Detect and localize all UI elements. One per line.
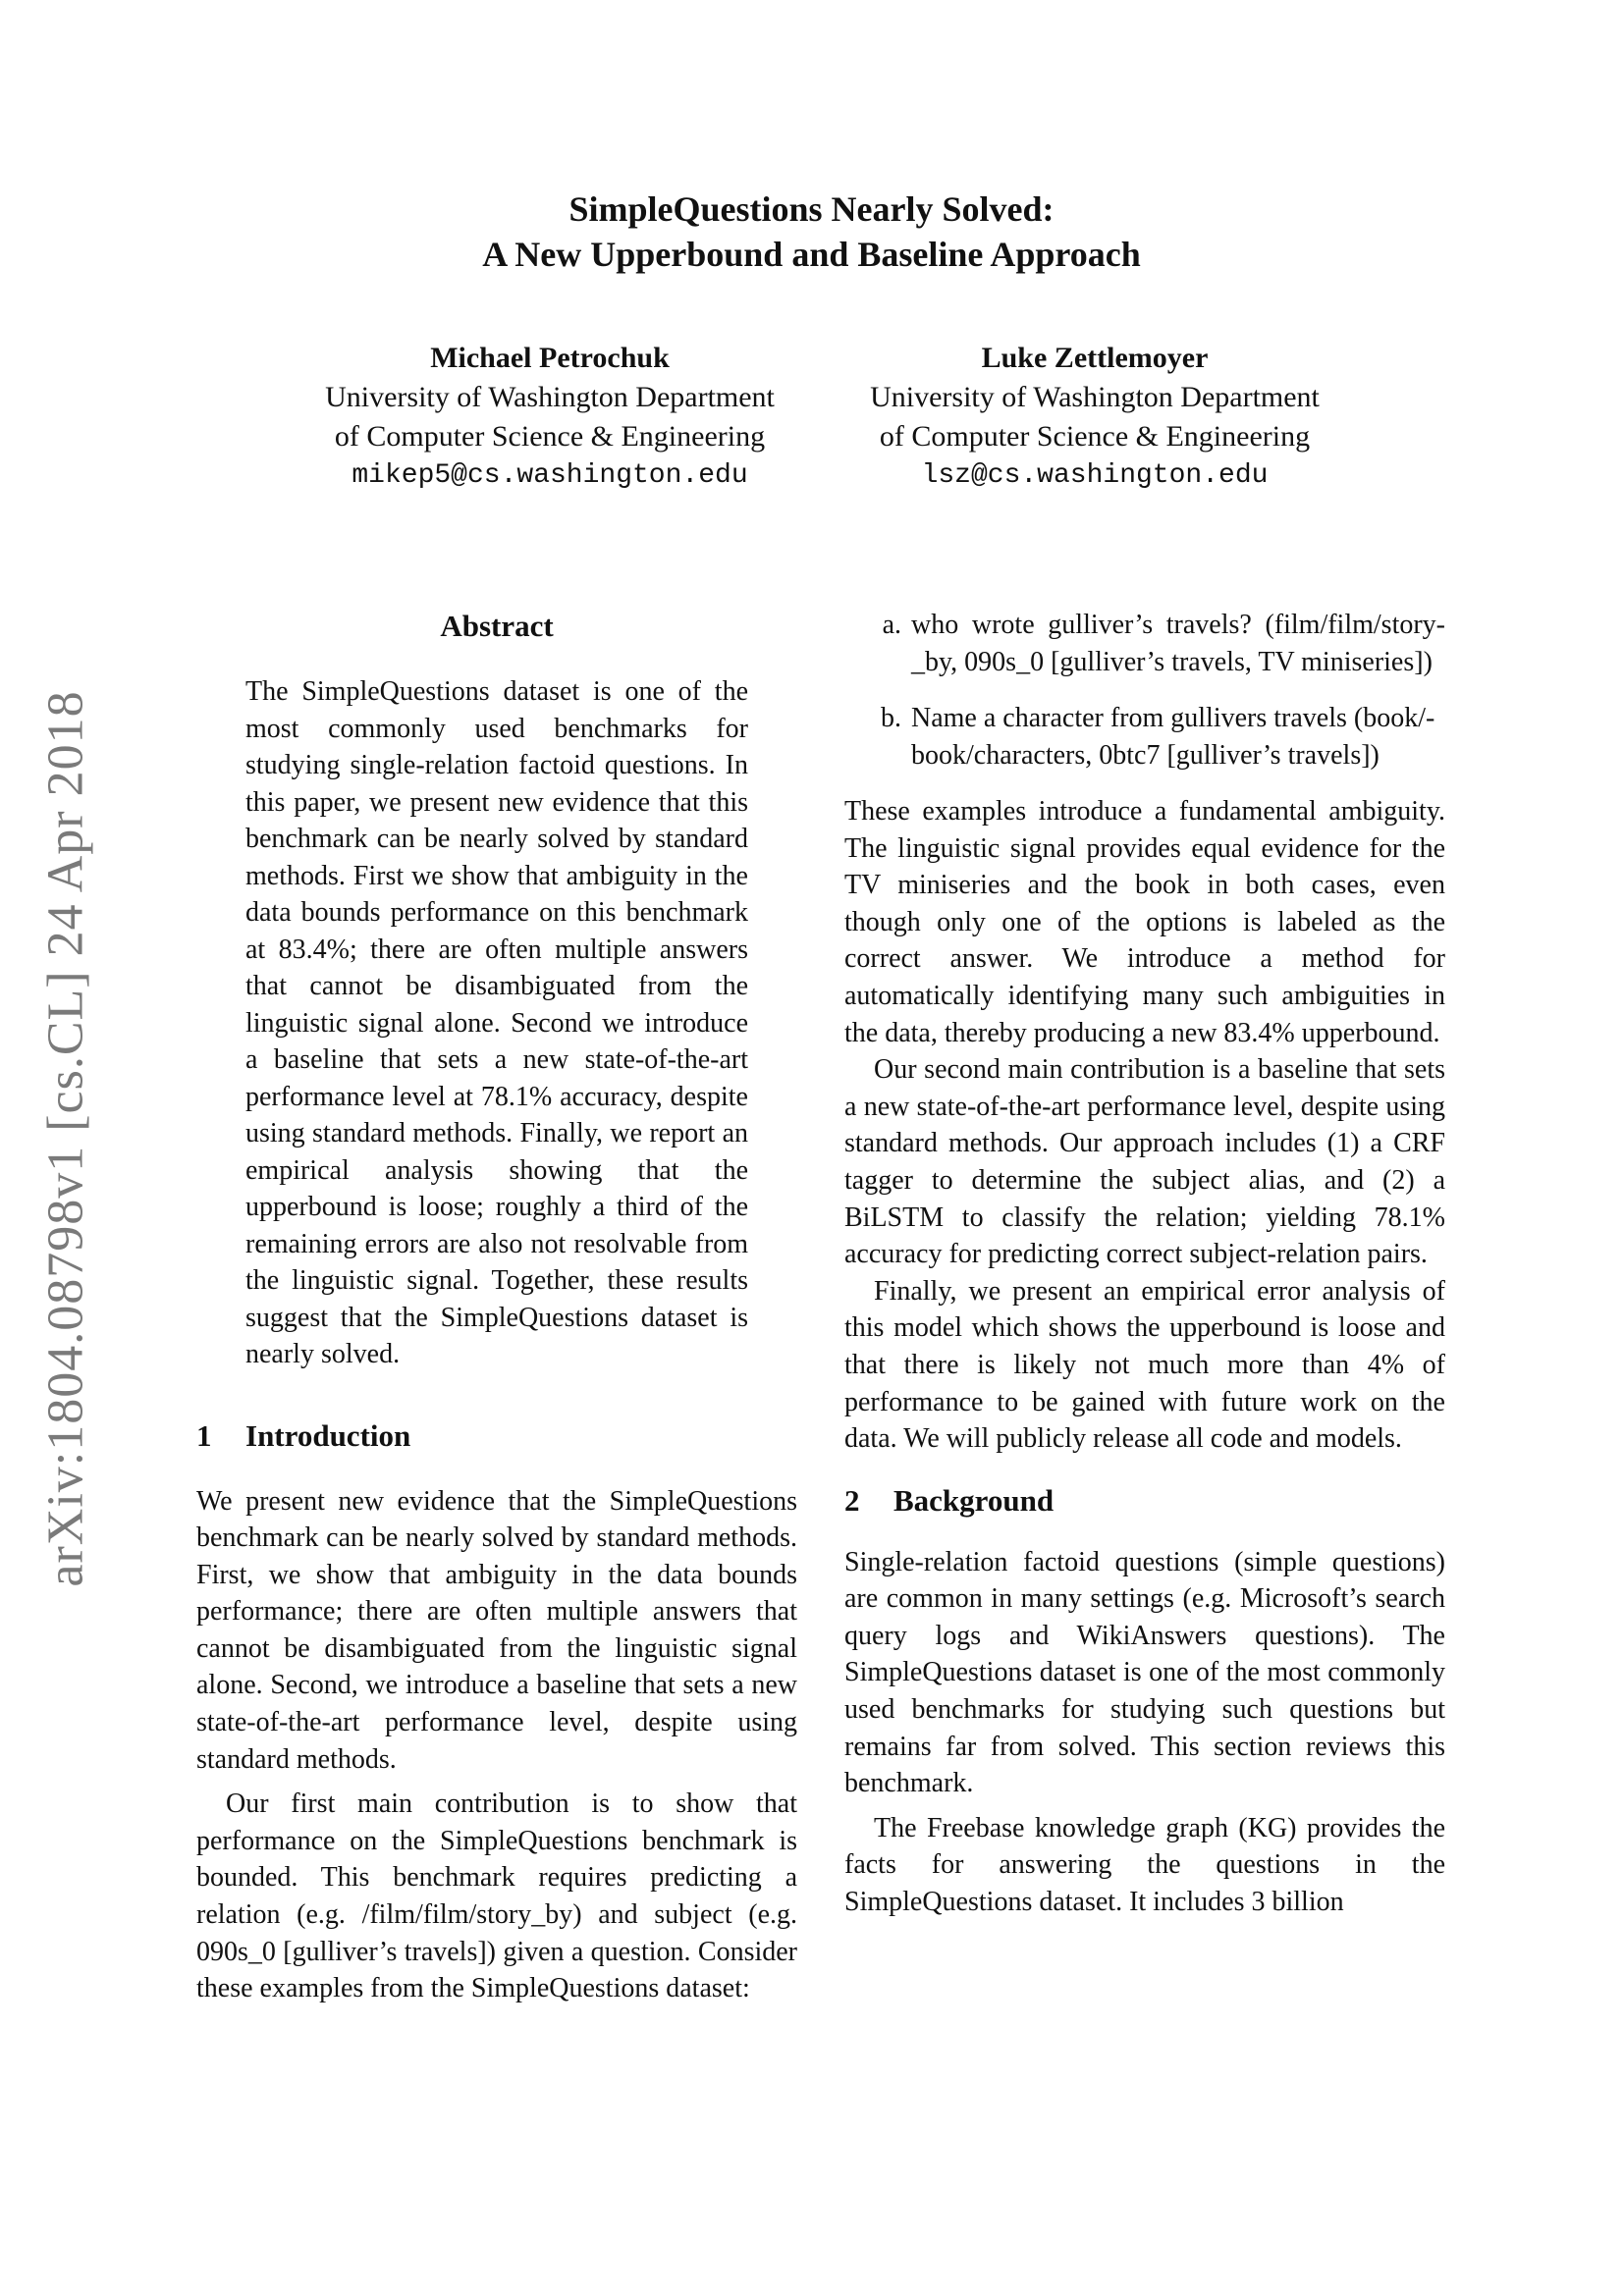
right-paragraph-3: Finally, we present an empirical error analysis of this model which shows the upperbound is loose and that there is likely not much more than 4% of performance to be gained with future work on the data. We will publicly release all code and models. [844,1275,1445,1455]
section-title: Background [893,1482,1055,1518]
intro-paragraph-1: We present new evidence that the SimpleQuestions benchmark can be nearly solved by standard methods. First, we show that ambiguity in the data bounds performance; there are often multiple answers that cannot be disambiguated from the linguistic signal alone. Second, we introduce a baseline that sets a new state-of-the-art performance level, despite using standard methods. [196,1485,797,1775]
arxiv-sidebar [27,648,105,1629]
background-paragraph-1: Single-relation factoid questions (simple questions) are common in many settings (e.g. Microsoft’s search query logs and WikiAnswers questions). The SimpleQuestions dataset is one of the most commonly used benchmarks for studying such questions but remains far from solved. This section reviews this benchmark. [844,1546,1445,1799]
author-affiliation-line-1: University of Washington Department [325,381,775,413]
author-block-1 [285,339,815,496]
author-email: mikep5@cs.washington.edu [352,460,748,491]
section-heading-introduction [196,1416,797,1456]
author-affiliation-line-1: University of Washington Department [870,381,1320,413]
section-title: Introduction [245,1417,411,1453]
section-number: 2 [844,1482,860,1518]
abstract-heading: Abstract [440,609,554,643]
example-text-line-1: Name a character from gullivers travels (book/- [911,703,1435,733]
title-line-1: SimpleQuestions Nearly Solved: [568,189,1055,229]
author-email: lsz@cs.washington.edu [921,460,1269,491]
right-paragraph-1: These examples introduce a fundamental ambiguity. The linguistic signal provides equal evidence for the TV miniseries and the book in both cases, even though only one of the options is labeled as the correct answer. We introduce a method for automatically identifying many such ambiguities in the data, thereby producing a new 83.4% upperbound. [844,796,1445,1048]
example-text-block [911,700,1445,774]
example-label: b. [881,703,901,733]
author-name: Luke Zettlemoyer [981,342,1209,374]
example-text: who wrote gulliver’s travels? (film/film/story-_by, 090s_0 [gulliver’s travels, TV miniseries]) [911,610,1445,677]
background-paragraph-2: The Freebase knowledge graph (KG) provides the facts for answering the questions in the SimpleQuestions dataset. It includes 3 billion [844,1812,1445,1918]
right-column [844,607,1445,1921]
example-text-line-2: book/characters, 0btc7 [gulliver’s travels]) [911,739,1380,771]
arxiv-identifier: arXiv:1804.08798v1 [cs.CL] 24 Apr 2018 [37,690,94,1587]
title-line-2: A New Upperbound and Baseline Approach [482,235,1141,274]
section-number: 1 [196,1417,212,1453]
example-label: a. [882,610,901,640]
intro-paragraph-2: Our first main contribution is to show that performance on the SimpleQuestions benchmark is bounded. This benchmark requires predicting a relation (e.g. /film/film/story_by) and subject (e.g. 090s_0 [gulliver’s travels]) given a question. Consider these examples from the SimpleQuestions dataset: [196,1789,797,2004]
left-column [196,607,797,2007]
example-a [844,607,1445,680]
paper-title [0,187,1623,277]
section-heading-background [844,1481,1445,1521]
author-affiliation-line-2: of Computer Science & Engineering [334,420,766,453]
author-name: Michael Petrochuk [430,342,670,374]
example-b [844,700,1445,774]
author-block-2 [825,339,1365,496]
right-paragraph-2: Our second main contribution is a baseline that sets a new state-of-the-art performance level, despite using standard methods. Our approach includes (1) a CRF tagger to determine the subject alias, and (2) a BiLSTM to classify the relation; yielding 78.1% accuracy for predicting correct subject-relation pairs. [844,1054,1445,1270]
abstract-text: The SimpleQuestions dataset is one of the most commonly used benchmarks for studying single-relation factoid questions. In this paper, we present new evidence that this benchmark can be nearly solved by standard methods. First we show that ambiguity in the data bounds performance on this benchmark at 83.4%; there are often multiple answers that cannot be disambiguated from the linguistic signal alone. Second we introduce a baseline that sets a new state-of-the-art performance level at 78.1% accuracy, despite using standard methods. Finally, we report an empirical analysis showing that the upperbound is loose; roughly a third of the remaining errors are also not resolvable from the linguistic signal. Together, these results suggest that the SimpleQuestions dataset is nearly solved. [245,676,748,1369]
author-affiliation-line-2: of Computer Science & Engineering [879,420,1311,453]
